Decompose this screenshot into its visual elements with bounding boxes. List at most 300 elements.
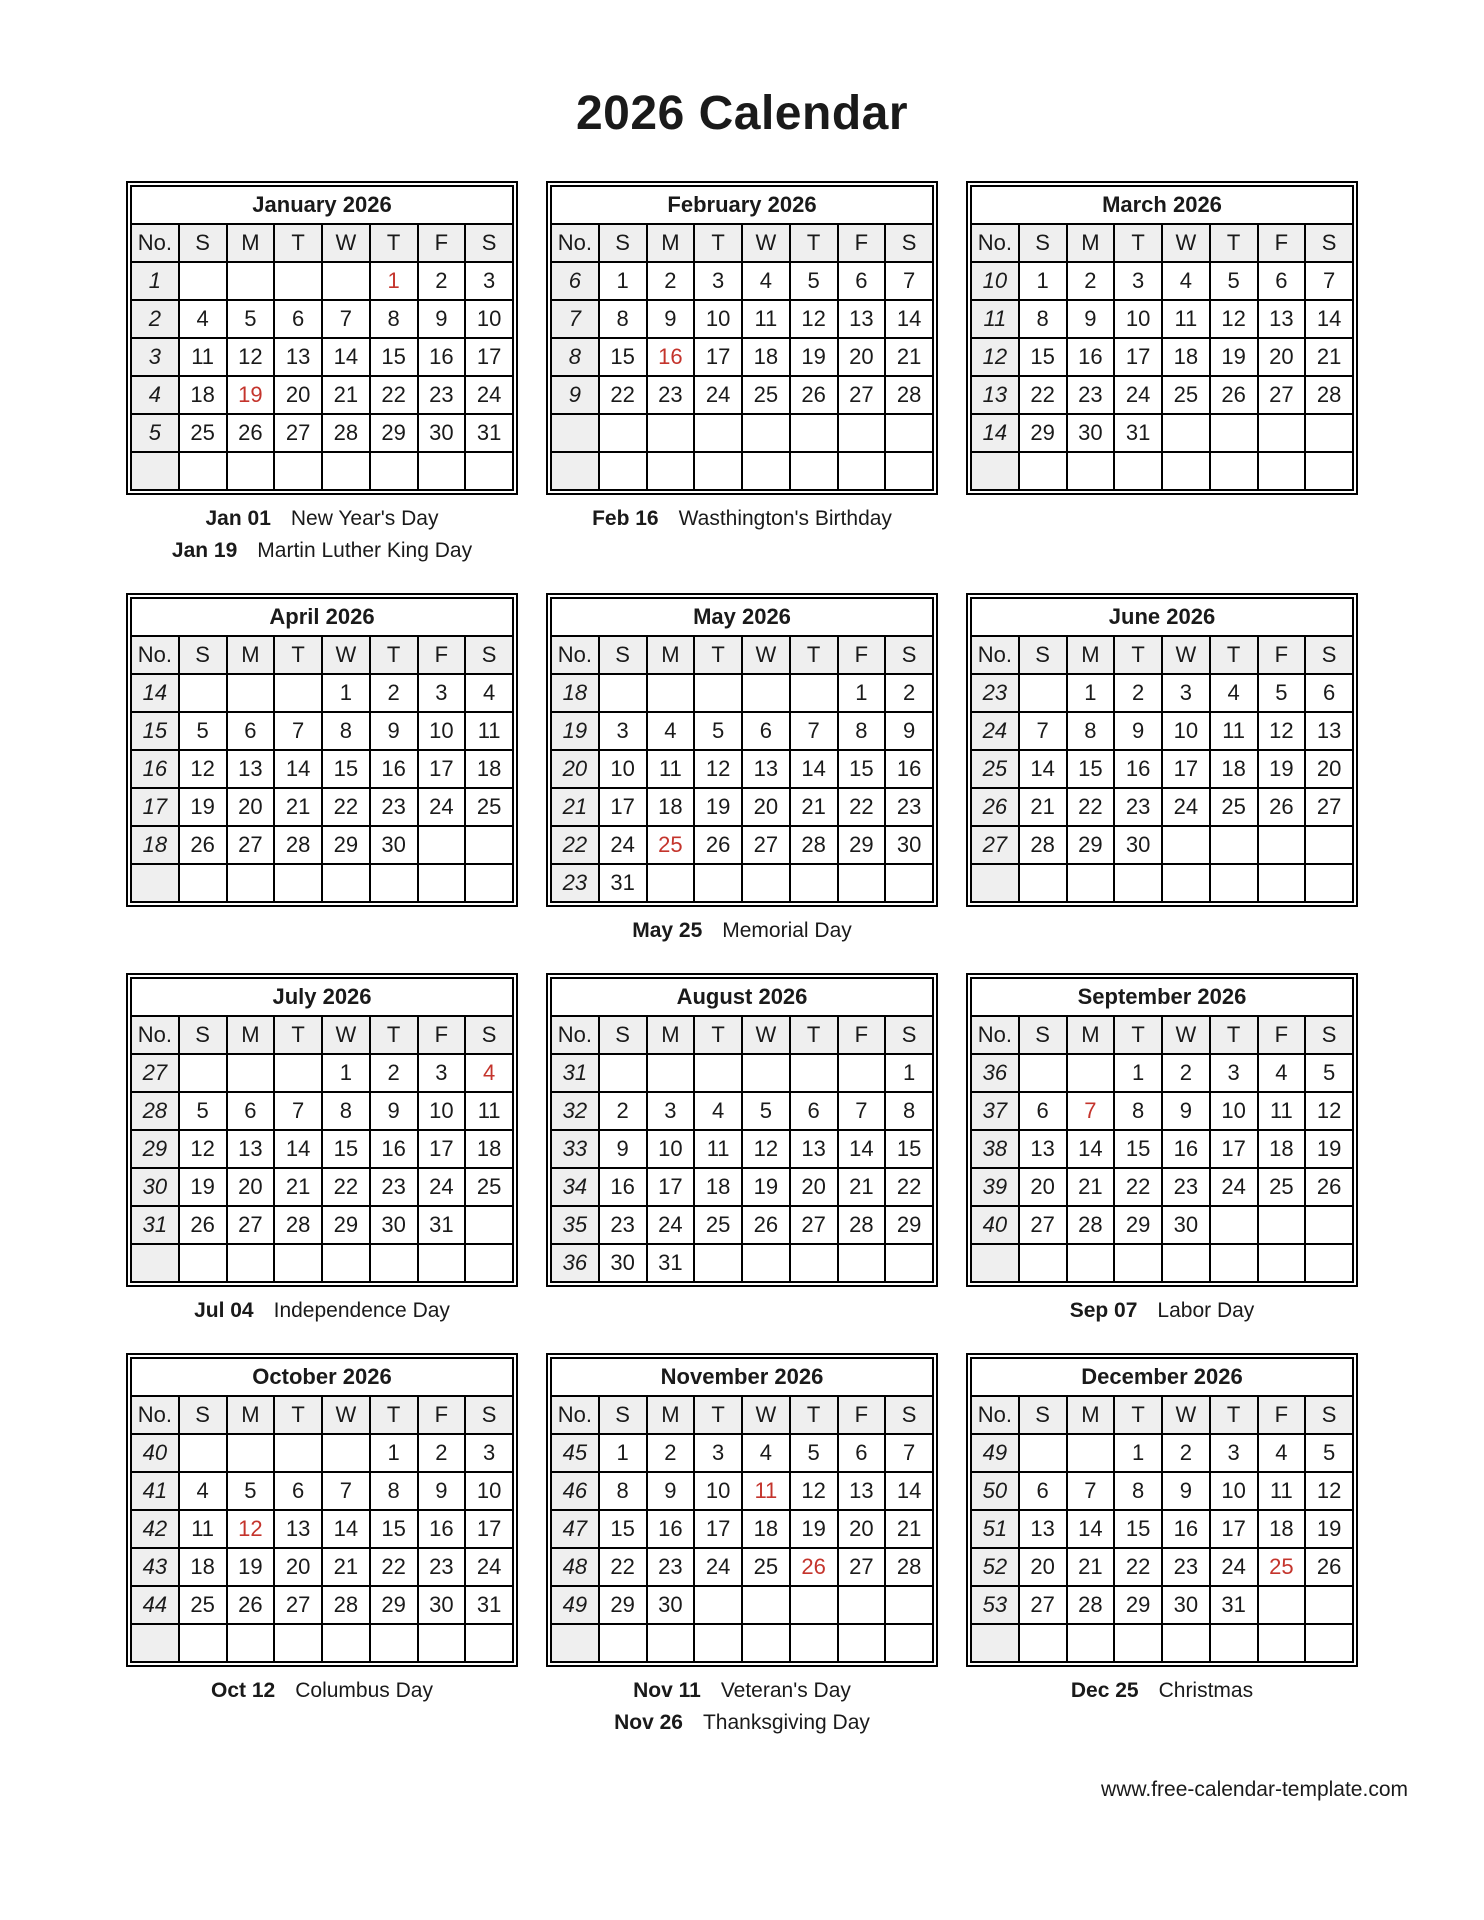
month-title: February 2026	[551, 186, 933, 224]
date-cell	[838, 1586, 886, 1624]
date-cell: 4	[1258, 1434, 1306, 1472]
month-title: June 2026	[971, 598, 1353, 636]
date-cell: 7	[885, 262, 933, 300]
date-cell: 11	[179, 338, 227, 376]
date-cell	[322, 452, 370, 490]
date-cell	[694, 1244, 742, 1282]
date-cell: 24	[1210, 1548, 1258, 1586]
day-header-cell: F	[838, 636, 886, 674]
week-number-cell: 33	[551, 1130, 599, 1168]
date-cell: 29	[1019, 414, 1067, 452]
date-cell: 2	[418, 1434, 466, 1472]
month-table	[130, 1357, 514, 1663]
date-cell	[647, 414, 695, 452]
holiday-date: Oct 12	[211, 1679, 276, 1702]
date-cell	[885, 864, 933, 902]
week-number-cell: 44	[131, 1586, 179, 1624]
months-grid	[126, 181, 1358, 1735]
date-cell: 16	[647, 338, 695, 376]
date-cell	[885, 1244, 933, 1282]
month-card	[126, 973, 518, 1323]
date-cell	[179, 864, 227, 902]
date-cell: 9	[1162, 1092, 1210, 1130]
date-cell: 26	[1258, 788, 1306, 826]
date-cell: 6	[227, 1092, 275, 1130]
holidays-list	[126, 907, 518, 941]
date-cell: 20	[790, 1168, 838, 1206]
date-cell: 31	[465, 414, 513, 452]
day-header-cell: F	[1258, 636, 1306, 674]
date-cell	[742, 1586, 790, 1624]
date-cell	[838, 1054, 886, 1092]
date-cell: 29	[322, 826, 370, 864]
date-cell	[1305, 1244, 1353, 1282]
week-number-cell: 36	[971, 1054, 1019, 1092]
date-cell: 7	[790, 712, 838, 750]
date-cell: 24	[1210, 1168, 1258, 1206]
date-cell: 22	[599, 376, 647, 414]
month-title: July 2026	[131, 978, 513, 1016]
week-number-cell	[551, 414, 599, 452]
date-cell: 21	[322, 1548, 370, 1586]
day-header-cell: M	[1067, 224, 1115, 262]
date-cell: 28	[322, 414, 370, 452]
date-cell: 1	[599, 1434, 647, 1472]
date-cell: 25	[1258, 1168, 1306, 1206]
date-cell: 19	[179, 1168, 227, 1206]
date-cell: 26	[1305, 1168, 1353, 1206]
date-cell: 8	[1114, 1472, 1162, 1510]
date-cell: 29	[1114, 1586, 1162, 1624]
date-cell	[1019, 452, 1067, 490]
week-number-cell: 34	[551, 1168, 599, 1206]
date-cell: 10	[465, 1472, 513, 1510]
day-header-cell: S	[1305, 636, 1353, 674]
date-cell	[1067, 452, 1115, 490]
week-number-cell	[131, 1624, 179, 1662]
month-frame	[966, 1353, 1358, 1667]
day-header-cell: W	[322, 636, 370, 674]
date-cell: 29	[838, 826, 886, 864]
date-cell	[227, 1054, 275, 1092]
month-title: September 2026	[971, 978, 1353, 1016]
date-cell: 19	[179, 788, 227, 826]
date-cell: 17	[694, 338, 742, 376]
date-cell: 17	[418, 1130, 466, 1168]
day-header-cell: T	[1114, 1016, 1162, 1054]
date-cell	[1210, 864, 1258, 902]
date-cell: 21	[885, 1510, 933, 1548]
holidays-list	[546, 907, 938, 943]
date-cell: 23	[418, 1548, 466, 1586]
month-title: November 2026	[551, 1358, 933, 1396]
date-cell: 31	[647, 1244, 695, 1282]
date-cell	[1258, 826, 1306, 864]
date-cell: 30	[647, 1586, 695, 1624]
date-cell: 14	[1067, 1510, 1115, 1548]
date-cell: 27	[1019, 1586, 1067, 1624]
week-number-cell: 14	[131, 674, 179, 712]
date-cell: 5	[1210, 262, 1258, 300]
date-cell	[647, 1054, 695, 1092]
date-cell: 13	[742, 750, 790, 788]
date-cell: 18	[1258, 1510, 1306, 1548]
date-cell: 4	[1162, 262, 1210, 300]
day-header-cell: T	[370, 1396, 418, 1434]
date-cell	[885, 452, 933, 490]
date-cell: 7	[838, 1092, 886, 1130]
date-cell: 1	[599, 262, 647, 300]
date-cell	[322, 1434, 370, 1472]
week-number-cell: 37	[971, 1092, 1019, 1130]
date-cell	[1305, 1586, 1353, 1624]
date-cell: 4	[465, 1054, 513, 1092]
date-cell	[274, 674, 322, 712]
date-cell: 3	[694, 1434, 742, 1472]
date-cell	[1067, 864, 1115, 902]
date-cell: 17	[694, 1510, 742, 1548]
date-cell: 5	[179, 712, 227, 750]
day-header-cell: S	[1305, 1016, 1353, 1054]
day-header-cell: S	[885, 1016, 933, 1054]
date-cell: 25	[1210, 788, 1258, 826]
date-cell	[838, 1244, 886, 1282]
day-header-cell: M	[647, 224, 695, 262]
day-header-cell: S	[885, 1396, 933, 1434]
month-table	[550, 185, 934, 491]
date-cell: 31	[599, 864, 647, 902]
date-cell	[1258, 1586, 1306, 1624]
day-header-cell: M	[647, 1396, 695, 1434]
date-cell	[274, 1054, 322, 1092]
day-header-cell: No.	[971, 1396, 1019, 1434]
date-cell: 12	[1305, 1092, 1353, 1130]
date-cell: 4	[742, 262, 790, 300]
date-cell	[1067, 1624, 1115, 1662]
date-cell: 27	[742, 826, 790, 864]
date-cell	[694, 1586, 742, 1624]
date-cell	[1162, 864, 1210, 902]
day-header-cell: T	[694, 1396, 742, 1434]
date-cell: 12	[1210, 300, 1258, 338]
week-number-cell: 6	[551, 262, 599, 300]
date-cell	[465, 452, 513, 490]
date-cell	[838, 1624, 886, 1662]
date-cell: 19	[227, 1548, 275, 1586]
week-number-cell: 50	[971, 1472, 1019, 1510]
date-cell: 3	[418, 674, 466, 712]
date-cell: 18	[1162, 338, 1210, 376]
holiday-name: Wasthington's Birthday	[678, 507, 892, 530]
week-number-cell: 30	[131, 1168, 179, 1206]
date-cell: 13	[227, 1130, 275, 1168]
month-card	[126, 593, 518, 943]
holiday-item	[194, 1299, 450, 1323]
date-cell: 15	[1019, 338, 1067, 376]
date-cell: 25	[694, 1206, 742, 1244]
day-header-cell: F	[418, 1016, 466, 1054]
week-number-cell: 19	[551, 712, 599, 750]
date-cell: 11	[742, 1472, 790, 1510]
holidays-list	[966, 1287, 1358, 1323]
date-cell	[370, 1244, 418, 1282]
month-frame	[126, 181, 518, 495]
date-cell: 8	[322, 712, 370, 750]
day-header-cell: S	[599, 224, 647, 262]
date-cell: 17	[465, 1510, 513, 1548]
date-cell	[1210, 414, 1258, 452]
date-cell: 18	[742, 338, 790, 376]
day-header-cell: F	[838, 224, 886, 262]
week-number-cell	[551, 1624, 599, 1662]
date-cell: 8	[1067, 712, 1115, 750]
day-header-cell: T	[1210, 224, 1258, 262]
date-cell: 30	[885, 826, 933, 864]
date-cell	[790, 1624, 838, 1662]
date-cell: 25	[742, 1548, 790, 1586]
date-cell: 8	[1114, 1092, 1162, 1130]
day-header-cell: W	[742, 224, 790, 262]
date-cell: 21	[790, 788, 838, 826]
date-cell: 22	[838, 788, 886, 826]
day-header-cell: T	[1210, 1016, 1258, 1054]
date-cell: 9	[370, 712, 418, 750]
date-cell	[694, 414, 742, 452]
week-number-cell: 4	[131, 376, 179, 414]
date-cell: 14	[274, 750, 322, 788]
date-cell: 7	[885, 1434, 933, 1472]
holidays-list	[966, 1667, 1358, 1703]
date-cell: 11	[647, 750, 695, 788]
week-number-cell: 53	[971, 1586, 1019, 1624]
day-header-cell: S	[1019, 224, 1067, 262]
day-header-cell: S	[179, 636, 227, 674]
date-cell	[274, 864, 322, 902]
month-table	[130, 977, 514, 1283]
holiday-name: Thanksgiving Day	[702, 1711, 870, 1734]
month-title: January 2026	[131, 186, 513, 224]
date-cell: 23	[647, 376, 695, 414]
date-cell	[599, 452, 647, 490]
month-frame	[546, 593, 938, 907]
date-cell: 20	[838, 1510, 886, 1548]
date-cell: 4	[647, 712, 695, 750]
month-frame	[966, 973, 1358, 1287]
date-cell: 29	[599, 1586, 647, 1624]
date-cell: 4	[1210, 674, 1258, 712]
date-cell: 20	[274, 376, 322, 414]
date-cell: 23	[1162, 1168, 1210, 1206]
date-cell: 18	[694, 1168, 742, 1206]
date-cell: 1	[322, 674, 370, 712]
date-cell: 25	[465, 1168, 513, 1206]
date-cell	[647, 1624, 695, 1662]
date-cell: 28	[885, 376, 933, 414]
date-cell	[694, 1624, 742, 1662]
date-cell: 2	[370, 674, 418, 712]
date-cell: 6	[790, 1092, 838, 1130]
date-cell: 4	[179, 1472, 227, 1510]
week-number-cell: 2	[131, 300, 179, 338]
date-cell	[599, 414, 647, 452]
date-cell	[274, 1434, 322, 1472]
day-header-cell: M	[1067, 636, 1115, 674]
date-cell: 8	[599, 1472, 647, 1510]
date-cell: 29	[1114, 1206, 1162, 1244]
date-cell: 15	[1114, 1510, 1162, 1548]
date-cell: 13	[790, 1130, 838, 1168]
date-cell: 18	[179, 376, 227, 414]
date-cell	[227, 1434, 275, 1472]
week-number-cell: 47	[551, 1510, 599, 1548]
date-cell: 16	[370, 1130, 418, 1168]
date-cell: 26	[1305, 1548, 1353, 1586]
date-cell: 16	[418, 1510, 466, 1548]
date-cell: 29	[370, 414, 418, 452]
week-number-cell: 49	[551, 1586, 599, 1624]
date-cell	[1210, 1624, 1258, 1662]
day-header-cell: S	[1019, 1396, 1067, 1434]
date-cell: 6	[1019, 1472, 1067, 1510]
date-cell: 2	[1162, 1434, 1210, 1472]
date-cell: 26	[790, 1548, 838, 1586]
date-cell: 10	[694, 300, 742, 338]
date-cell: 16	[370, 750, 418, 788]
date-cell: 17	[1210, 1130, 1258, 1168]
date-cell: 24	[418, 1168, 466, 1206]
date-cell	[179, 1244, 227, 1282]
date-cell: 25	[179, 414, 227, 452]
day-header-cell: W	[742, 1016, 790, 1054]
date-cell: 19	[694, 788, 742, 826]
date-cell: 1	[1067, 674, 1115, 712]
month-title: October 2026	[131, 1358, 513, 1396]
week-number-cell: 3	[131, 338, 179, 376]
date-cell: 21	[274, 788, 322, 826]
date-cell	[742, 864, 790, 902]
date-cell: 28	[322, 1586, 370, 1624]
date-cell: 28	[1019, 826, 1067, 864]
date-cell: 8	[370, 300, 418, 338]
date-cell	[1067, 1434, 1115, 1472]
date-cell: 29	[322, 1206, 370, 1244]
date-cell: 7	[1067, 1472, 1115, 1510]
date-cell: 13	[838, 1472, 886, 1510]
date-cell	[599, 1624, 647, 1662]
day-header-cell: T	[790, 1396, 838, 1434]
date-cell	[179, 262, 227, 300]
date-cell	[1210, 1244, 1258, 1282]
date-cell: 2	[647, 262, 695, 300]
date-cell: 21	[1305, 338, 1353, 376]
holidays-list	[126, 495, 518, 563]
page-title: 2026 Calendar	[575, 87, 909, 140]
date-cell: 15	[885, 1130, 933, 1168]
week-number-cell: 13	[971, 376, 1019, 414]
date-cell: 7	[274, 1092, 322, 1130]
day-header-cell: T	[370, 636, 418, 674]
date-cell: 20	[227, 1168, 275, 1206]
date-cell: 20	[742, 788, 790, 826]
date-cell	[179, 1434, 227, 1472]
date-cell: 1	[322, 1054, 370, 1092]
date-cell: 14	[1067, 1130, 1115, 1168]
date-cell: 14	[790, 750, 838, 788]
date-cell: 9	[885, 712, 933, 750]
date-cell: 18	[465, 1130, 513, 1168]
date-cell: 5	[1258, 674, 1306, 712]
week-number-cell: 10	[971, 262, 1019, 300]
day-header-cell: F	[1258, 224, 1306, 262]
holidays-list	[966, 907, 1358, 941]
day-header-cell: S	[1305, 1396, 1353, 1434]
date-cell: 25	[465, 788, 513, 826]
day-header-cell: F	[418, 1396, 466, 1434]
date-cell	[274, 1244, 322, 1282]
date-cell: 14	[322, 1510, 370, 1548]
day-header-cell: S	[599, 636, 647, 674]
week-number-cell: 5	[131, 414, 179, 452]
month-table	[970, 1357, 1354, 1663]
day-header-cell: S	[1305, 224, 1353, 262]
date-cell: 18	[465, 750, 513, 788]
date-cell: 14	[885, 1472, 933, 1510]
day-header-cell: T	[694, 224, 742, 262]
date-cell: 12	[694, 750, 742, 788]
month-card	[966, 593, 1358, 943]
date-cell: 1	[370, 1434, 418, 1472]
holidays-list	[546, 1287, 938, 1321]
date-cell: 12	[179, 1130, 227, 1168]
date-cell	[370, 864, 418, 902]
day-header-cell: S	[465, 224, 513, 262]
date-cell: 19	[1305, 1510, 1353, 1548]
date-cell: 7	[322, 1472, 370, 1510]
date-cell: 23	[885, 788, 933, 826]
footer-link[interactable]: www.free-calendar-template.com	[1101, 1778, 1408, 1801]
date-cell	[1258, 1206, 1306, 1244]
date-cell: 17	[465, 338, 513, 376]
date-cell: 19	[790, 338, 838, 376]
date-cell: 20	[838, 338, 886, 376]
month-frame	[126, 1353, 518, 1667]
date-cell: 6	[1019, 1092, 1067, 1130]
date-cell: 14	[885, 300, 933, 338]
month-card	[546, 593, 938, 943]
day-header-cell: No.	[551, 224, 599, 262]
week-number-cell: 45	[551, 1434, 599, 1472]
date-cell: 25	[742, 376, 790, 414]
date-cell: 15	[599, 338, 647, 376]
date-cell: 16	[1114, 750, 1162, 788]
date-cell: 9	[647, 1472, 695, 1510]
date-cell: 1	[838, 674, 886, 712]
date-cell: 21	[1019, 788, 1067, 826]
date-cell: 21	[885, 338, 933, 376]
holidays-list	[966, 495, 1358, 529]
date-cell: 6	[838, 262, 886, 300]
date-cell	[790, 674, 838, 712]
date-cell: 5	[1305, 1054, 1353, 1092]
date-cell	[1114, 864, 1162, 902]
date-cell: 10	[465, 300, 513, 338]
date-cell: 18	[1258, 1130, 1306, 1168]
date-cell: 9	[1114, 712, 1162, 750]
date-cell: 14	[274, 1130, 322, 1168]
date-cell: 13	[227, 750, 275, 788]
date-cell	[1162, 826, 1210, 864]
date-cell: 22	[885, 1168, 933, 1206]
